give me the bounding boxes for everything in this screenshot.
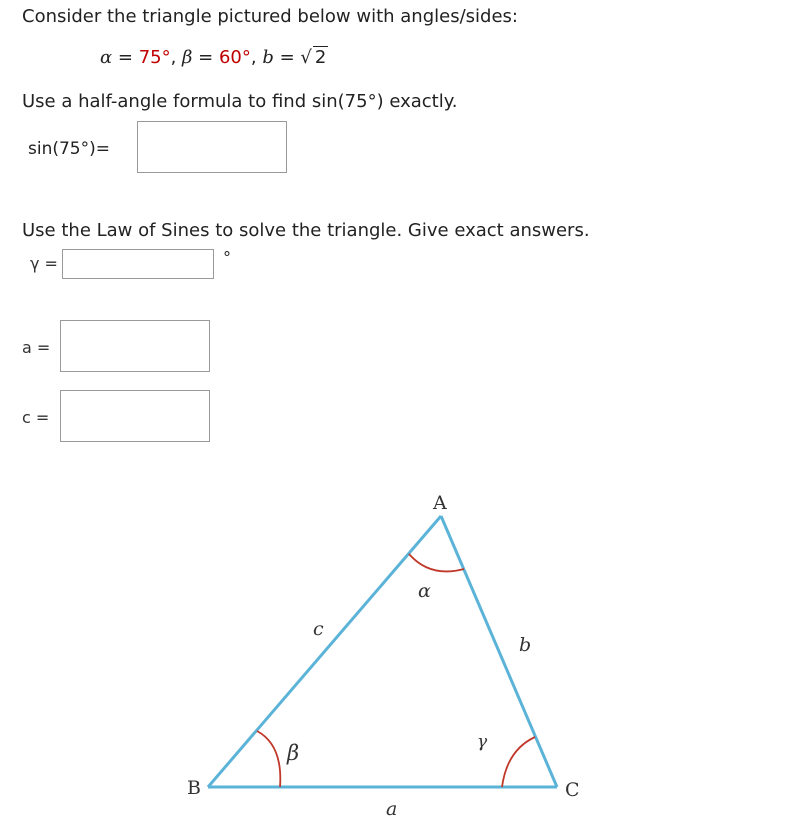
angle-alpha-label: α (418, 580, 431, 602)
sin75-label: sin(75°)= (28, 139, 110, 159)
alpha-value: 75° (138, 47, 171, 68)
side-a-label: a (386, 798, 398, 820)
beta-value: 60° (218, 47, 251, 68)
vertex-C-label: C (565, 779, 580, 801)
side-c-line (208, 516, 441, 787)
a-label: a = (22, 338, 51, 357)
beta-symbol: β (182, 47, 193, 68)
angle-beta-label: β (287, 741, 300, 765)
beta-arc (257, 731, 280, 787)
half-angle-instruction: Use a half-angle formula to find sin(75°) exactly. (22, 91, 458, 112)
law-of-sines-instruction: Use the Law of Sines to solve the triangle. Give exact answers. (22, 220, 590, 241)
b-symbol: b (262, 47, 274, 68)
angle-gamma-label: γ (477, 732, 488, 752)
side-b-line (441, 516, 557, 787)
side-b-label: b (519, 634, 532, 656)
sqrt-sign: √ (300, 47, 312, 68)
alpha-arc (409, 554, 464, 571)
gamma-arc (502, 737, 535, 787)
problem-intro: Consider the triangle pictured below with angles/sides: (22, 6, 518, 27)
c-label: c = (22, 408, 50, 427)
alpha-symbol: α (100, 47, 113, 68)
vertex-A-label: A (433, 492, 447, 514)
gamma-label: γ = (30, 254, 58, 273)
vertex-B-label: B (187, 777, 201, 799)
degree-unit: ° (223, 248, 231, 267)
given-values: α = 75°, β = 60°, b = √ 2 (100, 47, 327, 68)
sqrt-argument: 2 (314, 47, 327, 68)
side-c-label: c (313, 618, 324, 640)
